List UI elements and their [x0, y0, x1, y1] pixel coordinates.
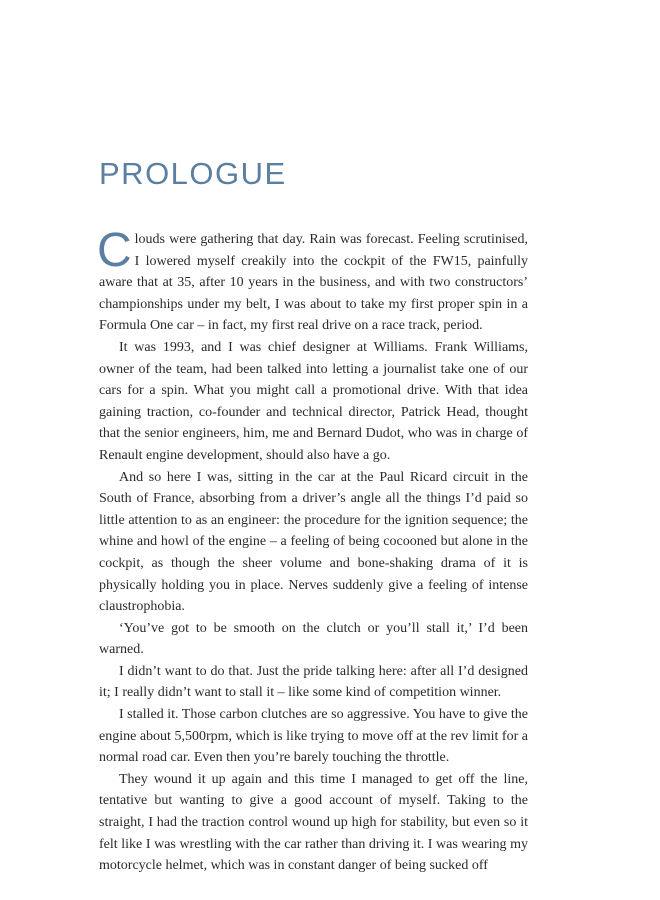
paragraph-5: I didn’t want to do that. Just the pride talking here: after all I’d designed it; I really didn’t want to stall it – like some kind of competition winner.: [99, 663, 528, 701]
chapter-title: PROLOGUE: [99, 156, 287, 191]
paragraph-6: I stalled it. Those carbon clutches are so aggressive. You have to give the engine about 5,500rpm, which is like trying to move off at the rev limit for a normal road car. Even then you’re barely touching the throttle.: [99, 707, 528, 766]
body-text: [97, 224, 528, 877]
paragraph-1: [97, 224, 528, 337]
paragraph-4: ‘You’ve got to be smooth on the clutch or you’ll stall it,’ I’d been warned.: [99, 620, 528, 658]
paragraph-2: It was 1993, and I was chief designer at Williams. Frank Williams, owner of the team, had been talked into letting a journalist take one of our cars for a spin. What you might call a promotional drive. With that idea gaining traction, co-founder and technical director, Patrick Head, thought that the senior engineers, him, me and Bernard Dudot, who was in charge of Renault engine development, should also have a go.: [99, 339, 528, 463]
paragraph-1-text: louds were gathering that day. Rain was forecast. Feeling scrutinised, I lowered myself creakily into the cockpit of the FW15, painfully aware that at 35, after 10 years in the business, and with two constructors’ championships under my belt, I was about to take my first proper spin in a Formula One car – in fact, my first real drive on a race track, period.: [99, 232, 528, 334]
paragraph-7: They wound it up again and this time I managed to get off the line, tentative but wanting to give a good account of myself. Taking to the straight, I had the traction control wound up high for stability, but even so it felt like I was wrestling with the car rather than driving it. I was wearing my motorcycle helmet, which was in constant danger of being sucked off: [99, 771, 528, 874]
drop-cap: C: [97, 224, 132, 277]
paragraph-3: And so here I was, sitting in the car at the Paul Ricard circuit in the South of France, absorbing from a driver’s angle all the things I’d paid so little attention to as an engineer: the procedure for the ignition sequence; the whine and howl of the engine – a feeling of being cocooned but alone in the cockpit, as though the sheer volume and bone-shaking drama of it is physically holding you in place. Nerves suddenly give a feeling of intense claustrophobia.: [99, 469, 528, 615]
